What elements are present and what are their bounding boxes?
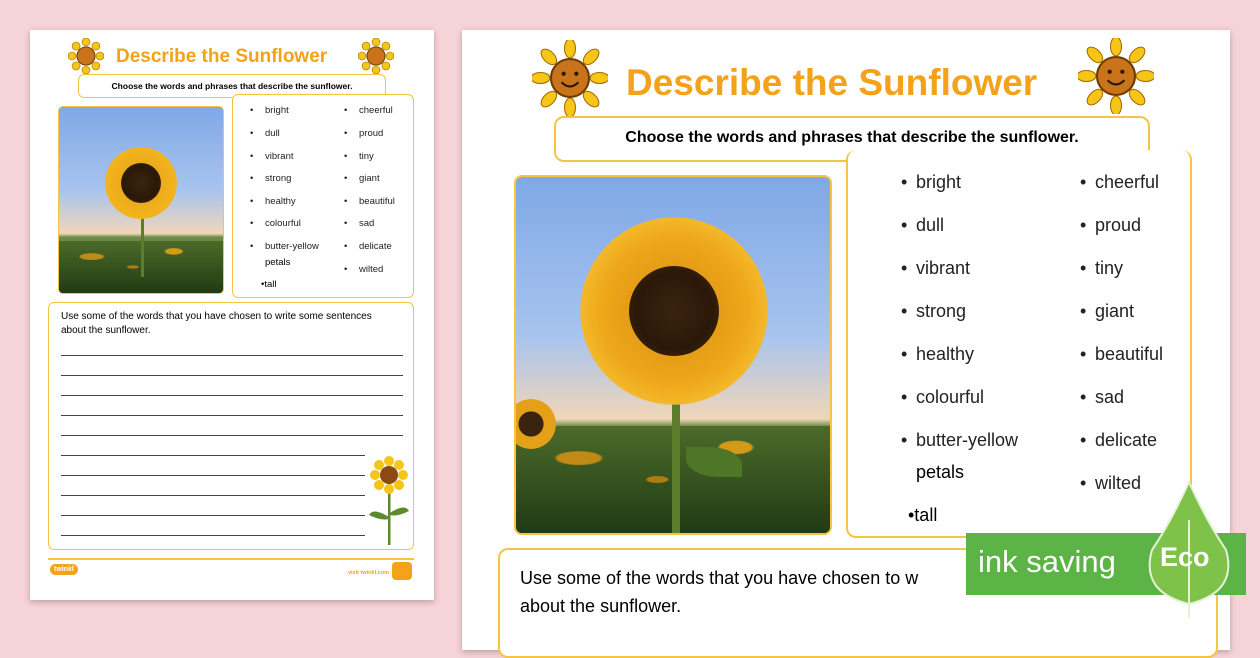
writing-line[interactable]: [61, 415, 403, 416]
thumbnail-page: [30, 30, 434, 600]
writing-prompt-line1: Use some of the words that you have chosen to w: [520, 568, 919, 588]
thumb-sunflower-photo: [58, 106, 224, 294]
thumb-word: • butter-yellow: [265, 241, 319, 252]
word-item: • strong: [916, 301, 966, 322]
sunflower-icon: [358, 38, 394, 74]
thumb-word: •tall: [261, 279, 277, 290]
thumb-footer-line: [48, 558, 414, 560]
thumb-word: • wilted: [359, 264, 383, 275]
writing-line[interactable]: [61, 455, 365, 456]
writing-line[interactable]: [61, 475, 365, 476]
thumb-word: • colourful: [265, 218, 301, 229]
word-item: • tiny: [1095, 258, 1123, 279]
writing-prompt-line2: about the sunflower.: [520, 596, 682, 616]
word-item: • bright: [916, 172, 961, 193]
word-item: •tall: [908, 505, 938, 525]
writing-line[interactable]: [61, 395, 403, 396]
page-title: Describe the Sunflower: [626, 62, 1038, 103]
sunflower-icon: [1078, 38, 1154, 114]
word-item: • dull: [916, 215, 944, 236]
sunflower-icon: [68, 38, 104, 74]
word-item: • healthy: [916, 344, 974, 365]
thumb-word: • proud: [359, 128, 383, 139]
word-item: • wilted: [1095, 473, 1141, 494]
writing-line[interactable]: [61, 535, 365, 536]
word-item: petals: [916, 462, 965, 482]
thumb-word: • beautiful: [359, 196, 395, 207]
writing-line[interactable]: [61, 515, 365, 516]
word-item: • vibrant: [916, 258, 970, 279]
word-item: • beautiful: [1095, 344, 1163, 365]
thumb-word: petals: [265, 257, 291, 268]
word-item: • sad: [1095, 387, 1124, 408]
word-item: • proud: [1095, 215, 1141, 236]
eco-label: Eco: [1160, 542, 1210, 572]
thumb-word: • giant: [359, 173, 380, 184]
thumb-word: • vibrant: [265, 151, 294, 162]
writing-line[interactable]: [61, 355, 403, 356]
thumb-writing-box: [48, 302, 414, 550]
thumb-title: Describe the Sunflower: [116, 46, 328, 67]
sunflower-photo: [514, 175, 832, 535]
word-item: • butter-yellow: [916, 430, 1018, 451]
word-item: • colourful: [916, 387, 984, 408]
thumb-word: • dull: [265, 128, 280, 139]
word-item: • cheerful: [1095, 172, 1159, 193]
writing-line[interactable]: [61, 435, 403, 436]
ink-saving-text: ink saving: [978, 544, 1116, 579]
thumb-word: • delicate: [359, 241, 392, 252]
thumb-word: • strong: [265, 173, 291, 184]
instruction-text: Choose the words and phrases that describe the sunflower.: [625, 129, 1079, 146]
twinkl-logo: twinkl: [50, 564, 78, 575]
writing-line[interactable]: [61, 375, 403, 376]
word-item: • delicate: [1095, 430, 1157, 451]
sunflower-plant-icon: [367, 455, 411, 547]
word-item: • giant: [1095, 301, 1134, 322]
thumb-word: • bright: [265, 105, 289, 116]
footer-url: visit twinkl.com: [348, 570, 389, 576]
word-bank-box: [846, 150, 1192, 538]
thumb-word: • tiny: [359, 151, 374, 162]
thumb-writing-prompt-line2: about the sunflower.: [61, 325, 151, 336]
twinkl-mascot-icon: [392, 562, 412, 580]
sunflower-icon: [532, 40, 608, 116]
thumb-writing-prompt-line1: Use some of the words that you have chosen to write some sentences: [61, 311, 372, 322]
eco-leaf-icon: [1146, 480, 1232, 620]
thumb-word: • healthy: [265, 196, 296, 207]
thumb-word: • sad: [359, 218, 374, 229]
thumb-instruction: Choose the words and phrases that describe the sunflower.: [111, 81, 353, 91]
writing-line[interactable]: [61, 495, 365, 496]
thumb-word: • cheerful: [359, 105, 393, 116]
thumb-word-box: [232, 94, 414, 298]
